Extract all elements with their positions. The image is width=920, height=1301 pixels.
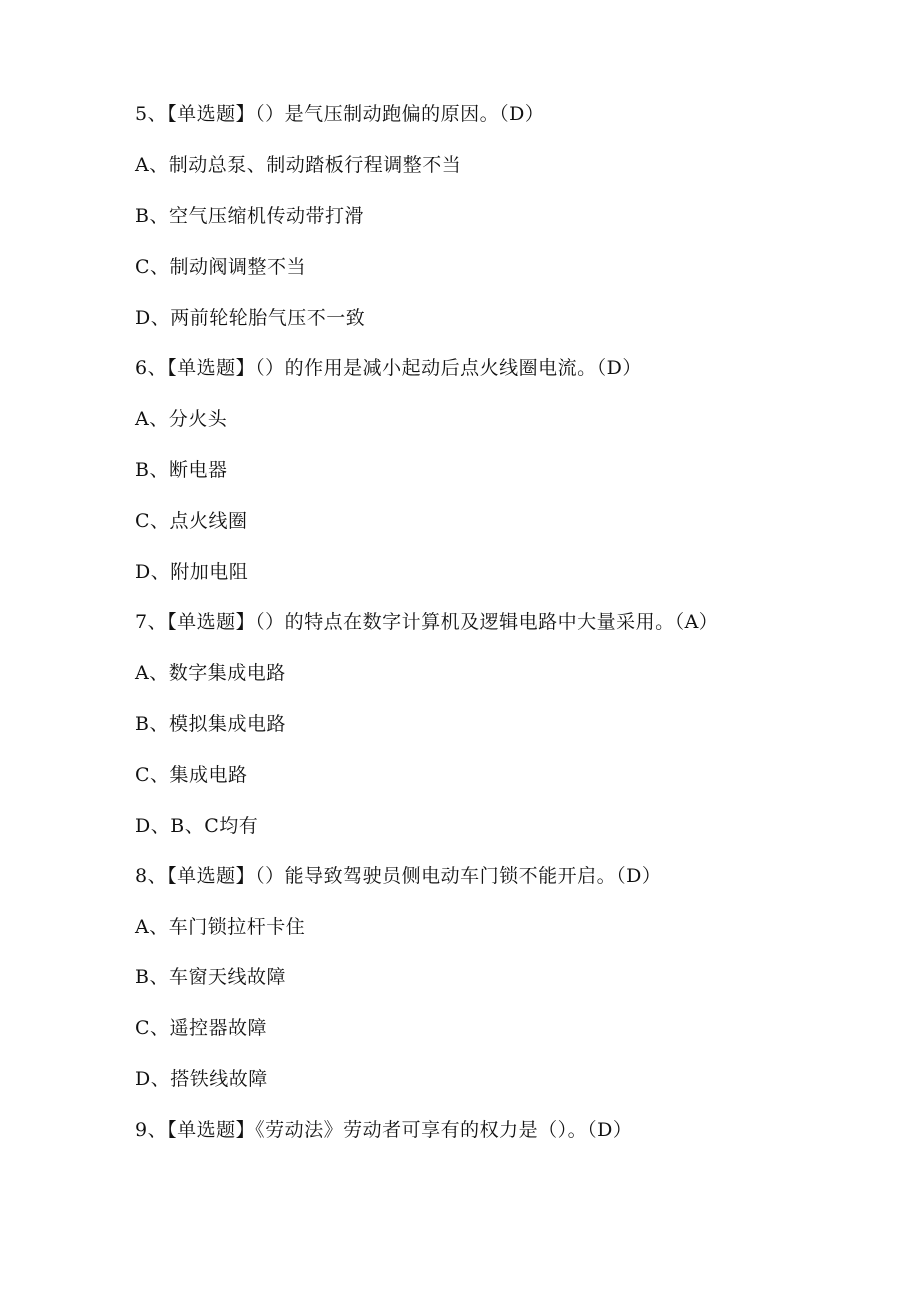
question-7-option-d: D、B、C均有 (135, 815, 259, 837)
question-8-option-a: A、车门锁拉杆卡住 (135, 916, 306, 938)
question-5-stem: 5、【单选题】（）是气压制动跑偏的原因。（D） (135, 103, 545, 125)
question-7-option-b: B、模拟集成电路 (135, 713, 286, 735)
question-8-option-b: B、车窗天线故障 (135, 966, 286, 988)
question-5-option-d: D、两前轮轮胎气压不一致 (135, 307, 366, 329)
question-9-stem: 9、【单选题】《劳动法》劳动者可享有的权力是（）。（D） (135, 1119, 633, 1141)
question-6-option-a: A、分火头 (135, 408, 228, 430)
question-8-stem: 8、【单选题】（）能导致驾驶员侧电动车门锁不能开启。（D） (135, 865, 662, 887)
question-6-stem: 6、【单选题】（）的作用是减小起动后点火线圈电流。（D） (135, 357, 642, 379)
question-6-option-d: D、附加电阻 (135, 561, 249, 583)
question-5-option-c: C、制动阀调整不当 (135, 256, 307, 278)
question-6-option-b: B、断电器 (135, 459, 228, 481)
question-8-option-c: C、遥控器故障 (135, 1017, 268, 1039)
question-7-stem: 7、【单选题】（）的特点在数字计算机及逻辑电路中大量采用。（A） (135, 611, 719, 633)
question-8-option-d: D、搭铁线故障 (135, 1068, 268, 1090)
question-5-option-a: A、制动总泵、制动踏板行程调整不当 (135, 154, 462, 176)
question-7-option-a: A、数字集成电路 (135, 662, 286, 684)
question-7-option-c: C、集成电路 (135, 764, 248, 786)
question-5-option-b: B、空气压缩机传动带打滑 (135, 205, 364, 227)
question-6-option-c: C、点火线圈 (135, 510, 248, 532)
